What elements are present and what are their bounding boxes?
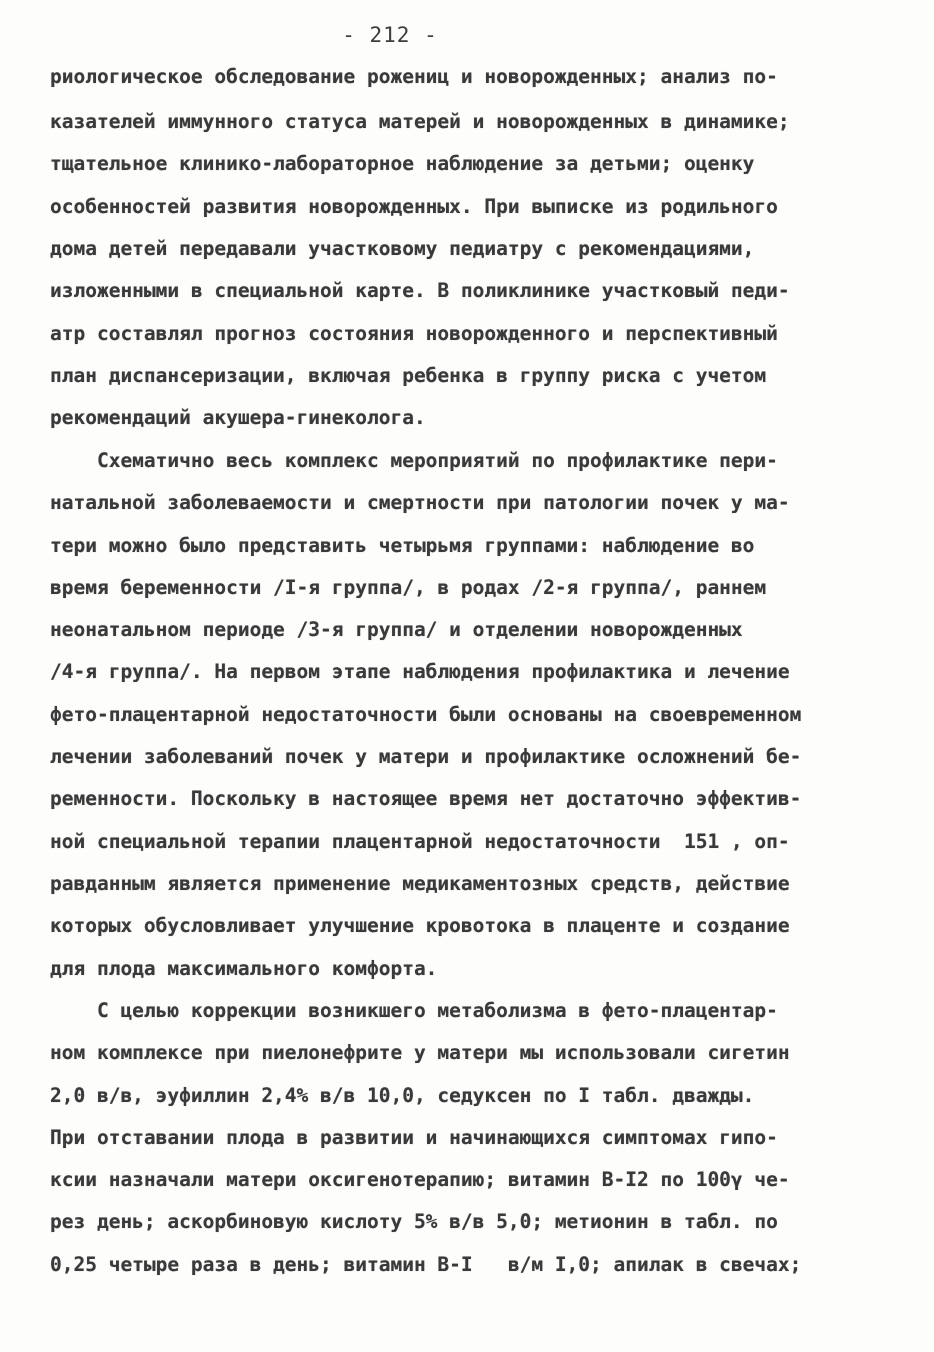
text-line: 0,25 четыре раза в день; витамин В-I в/м I,0; апилак в свечах;: [50, 1253, 802, 1276]
page-number: - 212 -: [342, 23, 438, 47]
text-line: натальной заболеваемости и смертности при патологии почек у ма-: [50, 491, 790, 514]
text-line: тери можно было представить четырьмя группами: наблюдение во: [50, 534, 755, 557]
text-line: ном комплексе при пиелонефрите у матери мы использовали сигетин: [50, 1041, 790, 1064]
text-line: особенностей развития новорожденных. При выписке из родильного: [50, 195, 778, 218]
text-line: равданным является применение медикаментозных средств, действие: [50, 872, 790, 895]
text-line: Схематично весь комплекс мероприятий по профилактике пери-: [50, 449, 778, 472]
text-line: дома детей передавали участковому педиатру с рекомендациями,: [50, 237, 755, 260]
text-line: ной специальной терапии плацентарной недостаточности 151 , оп-: [50, 830, 790, 853]
text-line: время беременности /I-я группа/, в родах /2-я группа/, раннем: [50, 576, 767, 599]
text-line: которых обусловливает улучшение кровотока в плаценте и создание: [50, 914, 790, 937]
text-line: рез день; аскорбиновую кислоту 5% в/в 5,0; метионин в табл. по: [50, 1210, 778, 1233]
text-line: С целью коррекции возникшего метаболизма в фето-плацентар-: [50, 999, 778, 1022]
text-line: атр составлял прогноз состояния новорожденного и перспективный: [50, 322, 778, 345]
text-line: для плода максимального комфорта.: [50, 957, 438, 980]
text-line: ременности. Поскольку в настоящее время нет достаточно эффектив-: [50, 787, 802, 810]
text-line: /4-я группа/. На первом этапе наблюдения профилактика и лечение: [50, 660, 790, 683]
text-line: фето-плацентарной недостаточности были основаны на своевременном: [50, 703, 802, 726]
text-line: риологическое обследование рожениц и новорожденных; анализ по-: [50, 65, 778, 88]
text-line: изложенными в специальной карте. В поликлинике участковый педи-: [50, 279, 790, 302]
text-line: лечении заболеваний почек у матери и профилактике осложнений бе-: [50, 745, 802, 768]
text-line: При отставании плода в развитии и начинающихся симптомах гипо-: [50, 1126, 778, 1149]
text-line: тщательное клинико-лабораторное наблюдение за детьми; оценку: [50, 152, 755, 175]
text-line: ксии назначали матери оксигенотерапию; витамин В-I2 по 100γ че-: [50, 1168, 790, 1191]
text-line: рекомендаций акушера-гинеколога.: [50, 406, 426, 429]
text-line: неонатальном периоде /3-я группа/ и отделении новорожденных: [50, 618, 743, 641]
text-line: казателей иммунного статуса матерей и новорожденных в динамике;: [50, 110, 790, 133]
text-line: план диспансеризации, включая ребенка в группу риска с учетом: [50, 364, 767, 387]
text-line: 2,0 в/в, эуфиллин 2,4% в/в 10,0, седуксен по I табл. дважды.: [50, 1084, 755, 1107]
